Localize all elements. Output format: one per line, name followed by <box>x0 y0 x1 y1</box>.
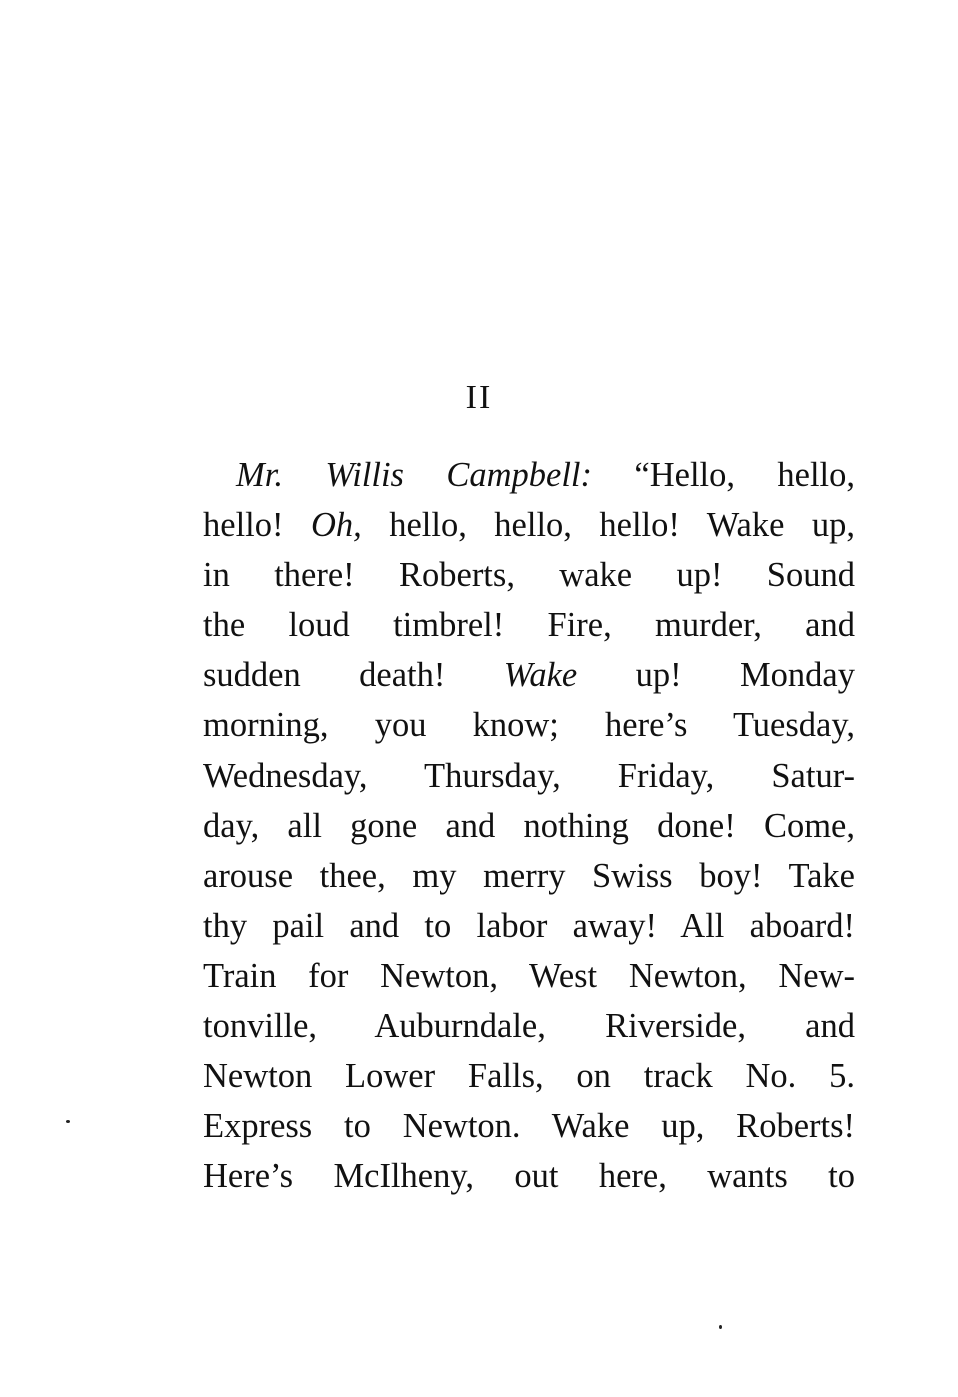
italic-text-segment: Oh, <box>310 506 362 545</box>
scan-speck <box>66 1120 70 1123</box>
speaker-name: Mr. Willis Campbell: <box>236 456 593 494</box>
scan-speck <box>719 1325 722 1329</box>
text-line: the loud timbrel! Fire, murder, and <box>203 606 855 645</box>
passage-text <box>203 450 855 1201</box>
text-segment: sudden death! <box>203 656 504 695</box>
text-line: Newton Lower Falls, on track No. 5. <box>203 1057 855 1096</box>
text-line: thy pail and to labor away! All aboard! <box>203 906 855 945</box>
text-line: Train for Newton, West Newton, New- <box>203 956 855 995</box>
italic-text-segment: Wake <box>503 656 578 695</box>
text-line <box>203 500 855 550</box>
text-segment: hello! <box>203 506 311 545</box>
text-line: day, all gone and nothing done! Come, <box>203 806 855 845</box>
text-line: Express to Newton. Wake up, Roberts! <box>203 1107 855 1146</box>
text-line: arouse thee, my merry Swiss boy! Take <box>203 856 855 895</box>
text-line: Wednesday, Thursday, Friday, Satur- <box>203 756 855 795</box>
text-segment: hello, hello, hello! Wake up, <box>361 506 855 545</box>
text-line: in there! Roberts, wake up! Sound <box>203 556 855 595</box>
text-segment: up! Monday <box>577 656 855 695</box>
text-segment: “Hello, hello, <box>634 456 856 494</box>
chapter-number: II <box>465 379 493 416</box>
text-line: morning, you know; here’s Tuesday, <box>203 706 855 745</box>
text-line <box>203 450 855 500</box>
text-line <box>203 650 855 700</box>
text-line: Here’s McIlheny, out here, wants to <box>203 1157 855 1196</box>
text-line: tonville, Auburndale, Riverside, and <box>203 1007 855 1046</box>
